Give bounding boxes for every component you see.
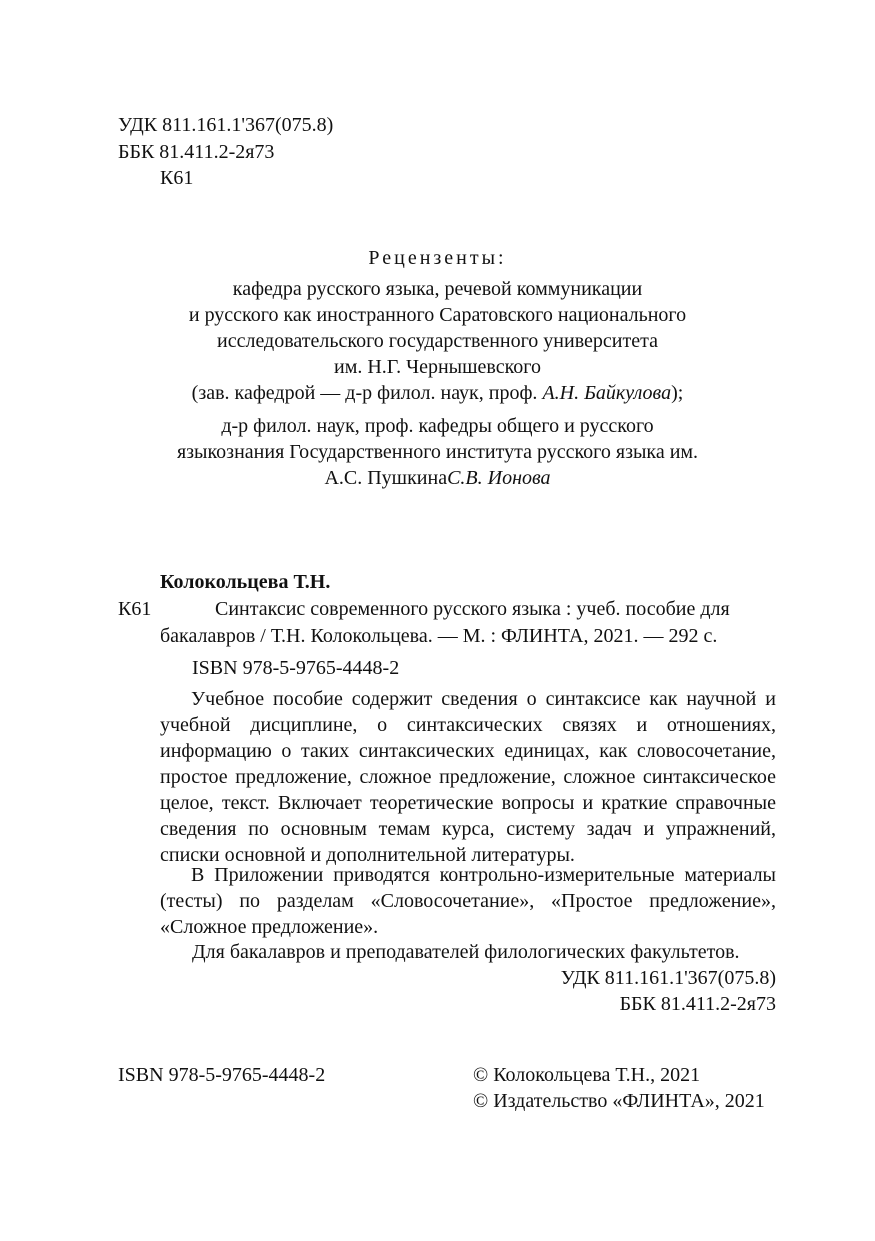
footer-isbn: ISBN 978-5-9765-4448-2 [118,1064,326,1086]
author-mark: К61 [160,167,194,189]
reviewers-heading: Рецензенты: [368,247,507,269]
abstract-paragraph: В Приложении приводятся контрольно-измерительные материалы (тесты) по разделам «Словосочетание», «Простое предложение», «Сложное предложение». [160,864,776,938]
reviewer-line [0,380,875,406]
abstract-paragraph: Учебное пособие содержит сведения о синтаксисе как научной и учебной дисциплине, о синтаксических связях и отношениях, информацию о таких синтаксических единицах, как словосочетание, простое предложение, сложное предложение, сложное синтаксическое целое, текст. Включает теоретические вопросы и краткие справочные сведения по основным темам курса, систему задач и упражнений, списки основной и дополнительной литературы. [160,688,776,866]
reviewer-name: А.Н. Байкулова [542,382,672,404]
reviewer-line: языкознания Государственного института русского языка им. [176,441,699,463]
reviewer-name: С.В. Ионова [447,467,551,489]
reviewer-role: (зав. кафедрой — д-р филол. наук, проф. [191,382,543,404]
udk-code: УДК 811.161.1'367(075.8) [118,114,334,136]
reviewer-line: им. Н.Г. Чернышевского [333,356,541,378]
bib-mark: К61 [118,598,152,620]
copyright-publisher: © Издательство «ФЛИНТА», 2021 [473,1090,765,1112]
reviewer-line: исследовательского государственного университета [217,330,658,352]
abstract-udk: УДК 811.161.1'367(075.8) [560,967,776,989]
copyright-author: © Колокольцева Т.Н., 2021 [473,1064,701,1086]
reviewer-line: кафедра русского языка, речевой коммуникации [232,278,643,300]
reviewer-suffix: ); [671,382,684,404]
reviewer-line: и русского как иностранного Саратовского национального [188,304,687,326]
bib-isbn: ISBN 978-5-9765-4448-2 [192,657,400,679]
reviewer-line: д-р филол. наук, проф. кафедры общего и русского [221,415,654,437]
reviewer-role: А.С. Пушкина [324,467,448,489]
abstract-audience: Для бакалавров и преподавателей филологических факультетов. [192,941,740,963]
reviewer-line [0,465,875,491]
bib-title-line: бакалавров / Т.Н. Колокольцева. — М. : ФЛИНТА, 2021. — 292 с. [160,625,718,647]
abstract-bbk: ББК 81.411.2-2я73 [619,993,776,1015]
bib-title-line: Синтаксис современного русского языка : учеб. пособие для [215,598,730,620]
bib-author: Колокольцева Т.Н. [160,571,331,593]
bbk-code: ББК 81.411.2-2я73 [118,141,275,163]
